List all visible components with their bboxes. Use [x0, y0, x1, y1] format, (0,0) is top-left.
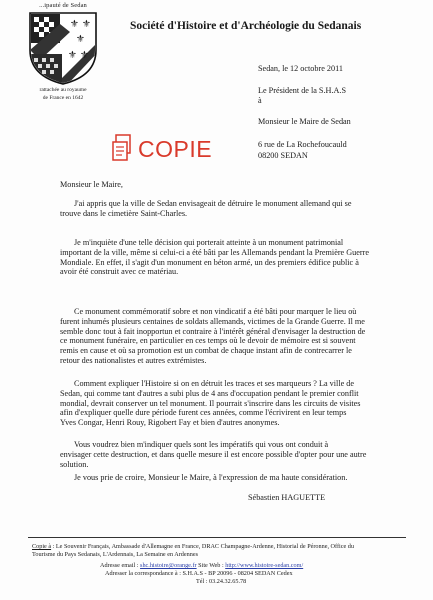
- copy-stamp: [112, 133, 230, 169]
- paragraph-line: Je m'inquiète d'une telle décision qui porterait atteinte à un monument patrimonial: [74, 238, 344, 247]
- svg-text:⚜: ⚜: [76, 34, 85, 45]
- sender-line: Le Président de la S.H.A.S: [258, 86, 347, 95]
- paragraph-line: afin d'expliquer quelle dure période furent ces années, comme l'écrivirent en leur temps: [60, 408, 347, 418]
- paragraph-line: ce monument funéraire, en particulier en ces temps où le devoir de mémoire est si souvent: [60, 336, 356, 346]
- signature: Sébastien HAGUETTE: [248, 493, 326, 502]
- postal-address: Adresser la correspondance à : S.H.A.S - BP 20096 - 08204 SEDAN Cedex: [105, 570, 293, 577]
- copy-label: Copie à: [32, 543, 52, 550]
- svg-text:⚜: ⚜: [68, 50, 77, 61]
- paragraph-line: trouve dans le cimetière Saint-Charles.: [60, 208, 188, 218]
- paragraph-line: Comment expliquer l'Histoire si on en détruit les traces et ses marqueurs ? La ville de: [74, 379, 354, 388]
- svg-text:⚜: ⚜: [70, 19, 79, 30]
- copy-stamp-label: COPIE: [138, 136, 213, 162]
- crest-caption-2: de France en 1642: [42, 95, 84, 101]
- paragraph-line: furent inhumés plusieurs centaines de soldats allemands, victimes de la Grande Guerre. Il me: [60, 316, 365, 326]
- website-link[interactable]: http://www.histoire-sedan.com/: [225, 562, 304, 569]
- documents-icon: [112, 134, 134, 164]
- paragraph-line: solution.: [60, 459, 89, 469]
- paragraph-line: J'ai appris que la ville de Sedan envisageait de détruire le monument allemand qui se: [74, 199, 352, 208]
- paragraph-line: Ce monument commémoratif sobre et non vindicatif a été bâti pour marquer le lieu où: [74, 307, 357, 316]
- svg-text:⚜: ⚜: [82, 19, 91, 30]
- paragraph-line: Yves Congar, Henri Rouy, Rigobert Fay et bien d'autres anonymes.: [60, 418, 280, 428]
- copy-recipients-2: Tourisme du Pays Sedanais, L'Ardennais, La Semaine en Ardennes: [32, 551, 198, 558]
- paragraph-line: Mondiale. En effet, il s'agit d'un monument en béton armé, un des premiers édifice public à: [60, 257, 359, 267]
- society-name: Société d'Histoire et d'Archéologie du Sedanais: [130, 20, 362, 32]
- recipient-line: Monsieur le Maire de Sedan: [258, 117, 351, 126]
- paragraph-line: avoir été construit avec ce matériau.: [60, 267, 179, 277]
- paragraph-4: [60, 379, 388, 428]
- city-line: 08200 SEDAN: [258, 151, 308, 160]
- copy-recipients-line: [32, 543, 354, 551]
- paragraph-line: remis en cause et où sa promotion est un combat de chaque instant afin de contrecarrer le: [60, 346, 352, 356]
- to-line: à: [258, 96, 262, 105]
- paragraph-line: Vous voudrez bien m'indiquer quels sont les impératifs qui vous ont conduit à: [74, 440, 329, 449]
- paragraph-line: Je vous prie de croire, Monsieur le Maire, à l'expression de ma haute considération.: [74, 473, 348, 482]
- footer-divider: [28, 537, 406, 538]
- paragraph-1: [60, 199, 388, 219]
- greeting: Monsieur le Maire,: [60, 180, 123, 189]
- crest-top-label: ...ipauté de Sedan: [39, 2, 87, 9]
- paragraph-5: [60, 440, 388, 469]
- paragraph-line: retour des nationalistes et autres extrémistes.: [60, 355, 207, 365]
- paragraph-2: [60, 238, 388, 277]
- paragraph-line: mondial, devrait conserver un tel monument. Il pourrait s'inscrire dans les circuits de visites: [60, 398, 361, 408]
- svg-text:⚜: ⚜: [80, 50, 89, 61]
- web-label: Site Web :: [196, 562, 226, 569]
- paragraph-line: envisager cette destruction, et dans quelle mesure il est encore possible d'opter pour une autre: [60, 449, 367, 459]
- date-line: Sedan, le 12 octobre 2011: [258, 64, 343, 73]
- contact-line: [100, 562, 303, 570]
- email-link[interactable]: shc.histoire@orange.fr: [140, 562, 197, 569]
- phone-number: Tél : 03.24.32.65.78: [196, 578, 247, 585]
- copy-recipients-1: : Le Souvenir Français, Ambassade d'Allemagne en France, DRAC Champagne-Ardenne, Historial de Péronne, Office du: [51, 543, 354, 550]
- crest-caption-1: rattachée au royaume: [39, 87, 87, 93]
- paragraph-6: [60, 473, 388, 483]
- paragraph-3: [60, 307, 388, 366]
- paragraph-line: Sedan, qui comme tant d'autres a subi plus de 4 ans d'occupation pendant le premier conflit: [60, 388, 359, 398]
- paragraph-line: semble donc tout à fait inopportun et contraire à l'intérêt général d'envisager la destruction de: [60, 326, 366, 336]
- street-line: 6 rue de La Rochefoucauld: [258, 140, 347, 149]
- crest-block: [20, 2, 106, 102]
- email-label: Adresse email :: [100, 562, 141, 569]
- coat-of-arms-icon: [26, 10, 100, 86]
- paragraph-line: important de la ville, même si celui-ci a été bâti par les Allemands pendant la Première Guerre: [60, 247, 369, 257]
